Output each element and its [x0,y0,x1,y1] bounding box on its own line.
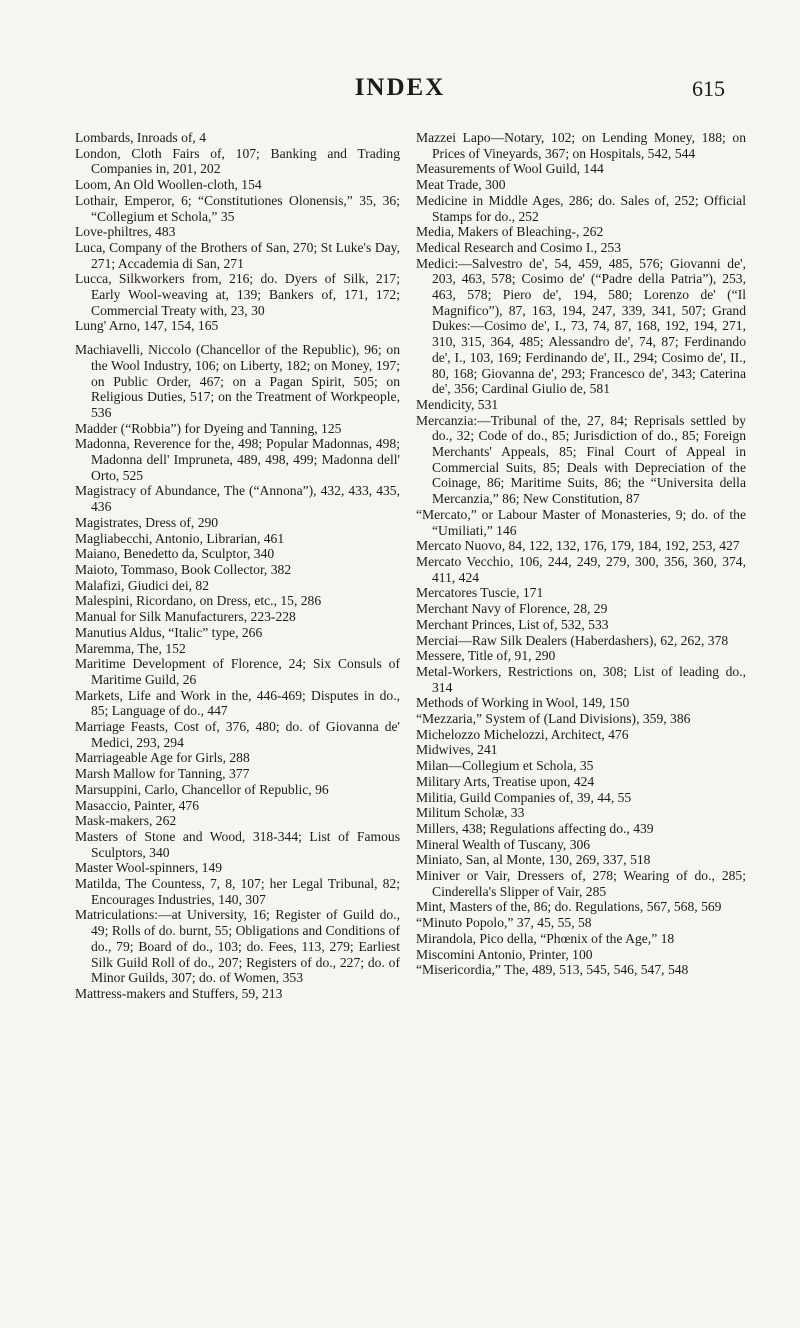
index-entry: Lothair, Emperor, 6; “Constitutiones Olonensis,” 35, 36; “Collegium et Schola,” 35 [75,192,400,224]
index-entry: Marriageable Age for Girls, 288 [75,750,250,766]
index-entry: Mirandola, Pico della, “Phœnix of the Age,” 18 [416,930,675,946]
index-entry: Milan—Collegium et Schola, 35 [416,758,594,774]
index-entry: Metal-Workers, Restrictions on, 308; List of leading do., 314 [416,663,746,695]
page-number: 615 [692,76,725,101]
index-entry: Lombards, Inroads of, 4 [75,130,206,145]
index-entry: Military Arts, Treatise upon, 424 [416,773,595,789]
index-entry: Michelozzo Michelozzi, Architect, 476 [416,726,629,742]
index-entry: Markets, Life and Work in the, 446-469; Disputes in do., 85; Language of do., 447 [75,687,400,719]
page-title: INDEX [354,74,446,101]
index-entry: Media, Makers of Bleaching-, 262 [416,224,604,240]
index-entry: Merchant Navy of Florence, 28, 29 [416,601,608,617]
index-entry: Miniver or Vair, Dressers of, 278; Wearing of do., 285; Cinderella's Slipper of Vair, 285 [416,868,746,899]
index-entry: Medical Research and Cosimo I., 253 [416,239,621,255]
index-entry: Mercanzia:—Tribunal of the, 27, 84; Reprisals settled by do., 32; Code of do., 85; Jurisdiction of do., 85; Foreign Merchants' Appeals, 85; Final Court of Appeal in Commercial Suits, 85; Deals with Depreciation of the Coinage, 86; Maritime Suits, 86; the “Universita della Mercanzia,” 86; New Constitution, 87 [416,412,746,507]
index-entry: Maiano, Benedetto da, Sculptor, 340 [75,546,275,562]
index-entry: “Mezzaria,” System of (Land Divisions), 359, 386 [416,711,691,727]
index-entry: Magistracy of Abundance, The (“Annona”), 432, 433, 435, 436 [75,483,400,515]
index-entry: Militum Scholæ, 33 [416,805,525,821]
index-entry: Madonna, Reverence for the, 498; Popular Madonnas, 498; Madonna dell' Impruneta, 489, 498, 499; Madonna dell' Orto, 525 [75,436,400,483]
index-entry: Mineral Wealth of Tuscany, 306 [416,836,591,852]
index-entry: Magliabecchi, Antonio, Librarian, 461 [75,530,285,546]
index-entry: Merchant Princes, List of, 532, 533 [416,616,609,632]
index-entry: London, Cloth Fairs of, 107; Banking and Trading Companies in, 201, 202 [75,145,400,177]
index-entry: Malafizi, Giudici dei, 82 [75,577,210,593]
index-entry: Medicine in Middle Ages, 286; do. Sales of, 252; Official Stamps for do., 252 [416,192,746,224]
index-entry: Mercatores Tuscie, 171 [416,585,544,601]
index-entry: Marsuppini, Carlo, Chancellor of Republic, 96 [75,781,329,797]
index-entry: Madder (“Robbia”) for Dyeing and Tanning, 125 [75,420,342,436]
index-entry: Manutius Aldus, “Italic” type, 266 [75,624,263,640]
index-entry: Machiavelli, Niccolo (Chancellor of the Republic), 96; on the Wool Industry, 106; on Liberty, 182; on Money, 197; on Public Order, 467; on a Pagan Spirit, 505; on Religious Duties, 517; on the Treatment of Workpeople, 536 [75,342,400,420]
index-entry: Mint, Masters of the, 86; do. Regulations, 567, 568, 569 [416,899,722,915]
index-entry: Militia, Guild Companies of, 39, 44, 55 [416,789,632,805]
index-entry: Lucca, Silkworkers from, 216; do. Dyers of Silk, 217; Early Wool-weaving at, 139; Bankers of, 171, 172; Commercial Treaty with, 23, 30 [75,271,400,318]
index-entry: “Misericordia,” The, 489, 513, 545, 546, 547, 548 [416,962,689,978]
index-entry: Matilda, The Countess, 7, 8, 107; her Legal Tribunal, 82; Encourages Industries, 140, 307 [75,876,400,907]
page-header [0,74,800,114]
index-entry: Miscomini Antonio, Printer, 100 [416,946,593,962]
index-entry: Maritime Development of Florence, 24; Six Consuls of Maritime Guild, 26 [75,656,400,687]
index-entry: Maioto, Tommaso, Book Collector, 382 [75,561,292,577]
index-entry: Meat Trade, 300 [416,177,506,193]
index-entry: Messere, Title of, 91, 290 [416,648,556,664]
index-entry: Marsh Mallow for Tanning, 377 [75,766,250,782]
index-entry: Love-philtres, 483 [75,224,176,240]
index-entry: Medici:—Salvestro de', 54, 459, 485, 576; Giovanni de', 203, 463, 578; Cosimo de' (“Padre della Patria”), 253, 463, 578; Piero de', 194, 580; Lorenzo de' (“Il Magnifico”), 87, 163, 194, 247, 339, 341, 507; Grand Dukes:—Cosimo de', I., 73, 74, 87, 168, 192, 194, 271, 310, 315, 364, 485; Alessandro de', 74, 87; Ferdinando de', I., 103, 169; Ferdinando de', II., 294; Cosimo de', II., 80, 168; Giovanna de', 293; Francesco de', 343; Caterina de', 356; Cardinal Giulio de, 581 [416,255,746,397]
index-entry: Methods of Working in Wool, 149, 150 [416,695,630,711]
index-entry: Marriage Feasts, Cost of, 376, 480; do. of Giovanna de' Medici, 293, 294 [75,719,400,750]
index-entry: Mercato Nuovo, 84, 122, 132, 176, 179, 184, 192, 253, 427 [416,538,740,554]
index-entry: Maremma, The, 152 [75,640,186,656]
index-entry: Loom, An Old Woollen-cloth, 154 [75,177,262,193]
index-entry: Matriculations:—at University, 16; Register of Guild do., 49; Rolls of do. burnt, 55; Obligations and Conditions of do., 79; Board of do., 103; do. Fees, 113, 279; Earliest Silk Guild Roll of do., 207; Registers of do., 227; do. of Minor Guilds, 307; do. of Women, 353 [75,907,400,986]
index-entry: Luca, Company of the Brothers of San, 270; St Luke's Day, 271; Accademia di San, 271 [75,239,400,271]
index-entry: Lung' Arno, 147, 154, 165 [75,318,219,334]
index-column-right [416,130,746,978]
index-entry: “Minuto Popolo,” 37, 45, 55, 58 [416,915,592,931]
index-entry: Measurements of Wool Guild, 144 [416,161,604,177]
index-entry: “Mercato,” or Labour Master of Monasteries, 9; do. of the “Umiliati,” 146 [416,506,746,538]
index-entry: Merciai—Raw Silk Dealers (Haberdashers), 62, 262, 378 [416,632,729,648]
index-entry: Miniato, San, al Monte, 130, 269, 337, 518 [416,852,651,868]
index-entry: Malespini, Ricordano, on Dress, etc., 15, 286 [75,593,322,609]
index-column-left [75,130,400,1002]
index-entry: Mazzei Lapo—Notary, 102; on Lending Money, 188; on Prices of Vineyards, 367; on Hospitals, 542, 544 [416,130,746,161]
index-entry: Midwives, 241 [416,742,498,758]
index-entry: Manual for Silk Manufacturers, 223-228 [75,609,296,625]
index-entry: Masters of Stone and Wood, 318-344; List of Famous Sculptors, 340 [75,828,400,860]
index-entry: Mendicity, 531 [416,396,499,412]
index-entry: Master Wool-spinners, 149 [75,860,223,876]
index-entry: Mercato Vecchio, 106, 244, 249, 279, 300, 356, 360, 374, 411, 424 [416,553,746,585]
index-entry: Millers, 438; Regulations affecting do., 439 [416,820,654,836]
index-entry: Magistrates, Dress of, 290 [75,514,219,530]
index-entry: Mask-makers, 262 [75,813,177,829]
index-entry: Masaccio, Painter, 476 [75,797,200,813]
index-entry: Mattress-makers and Stuffers, 59, 213 [75,985,283,1001]
